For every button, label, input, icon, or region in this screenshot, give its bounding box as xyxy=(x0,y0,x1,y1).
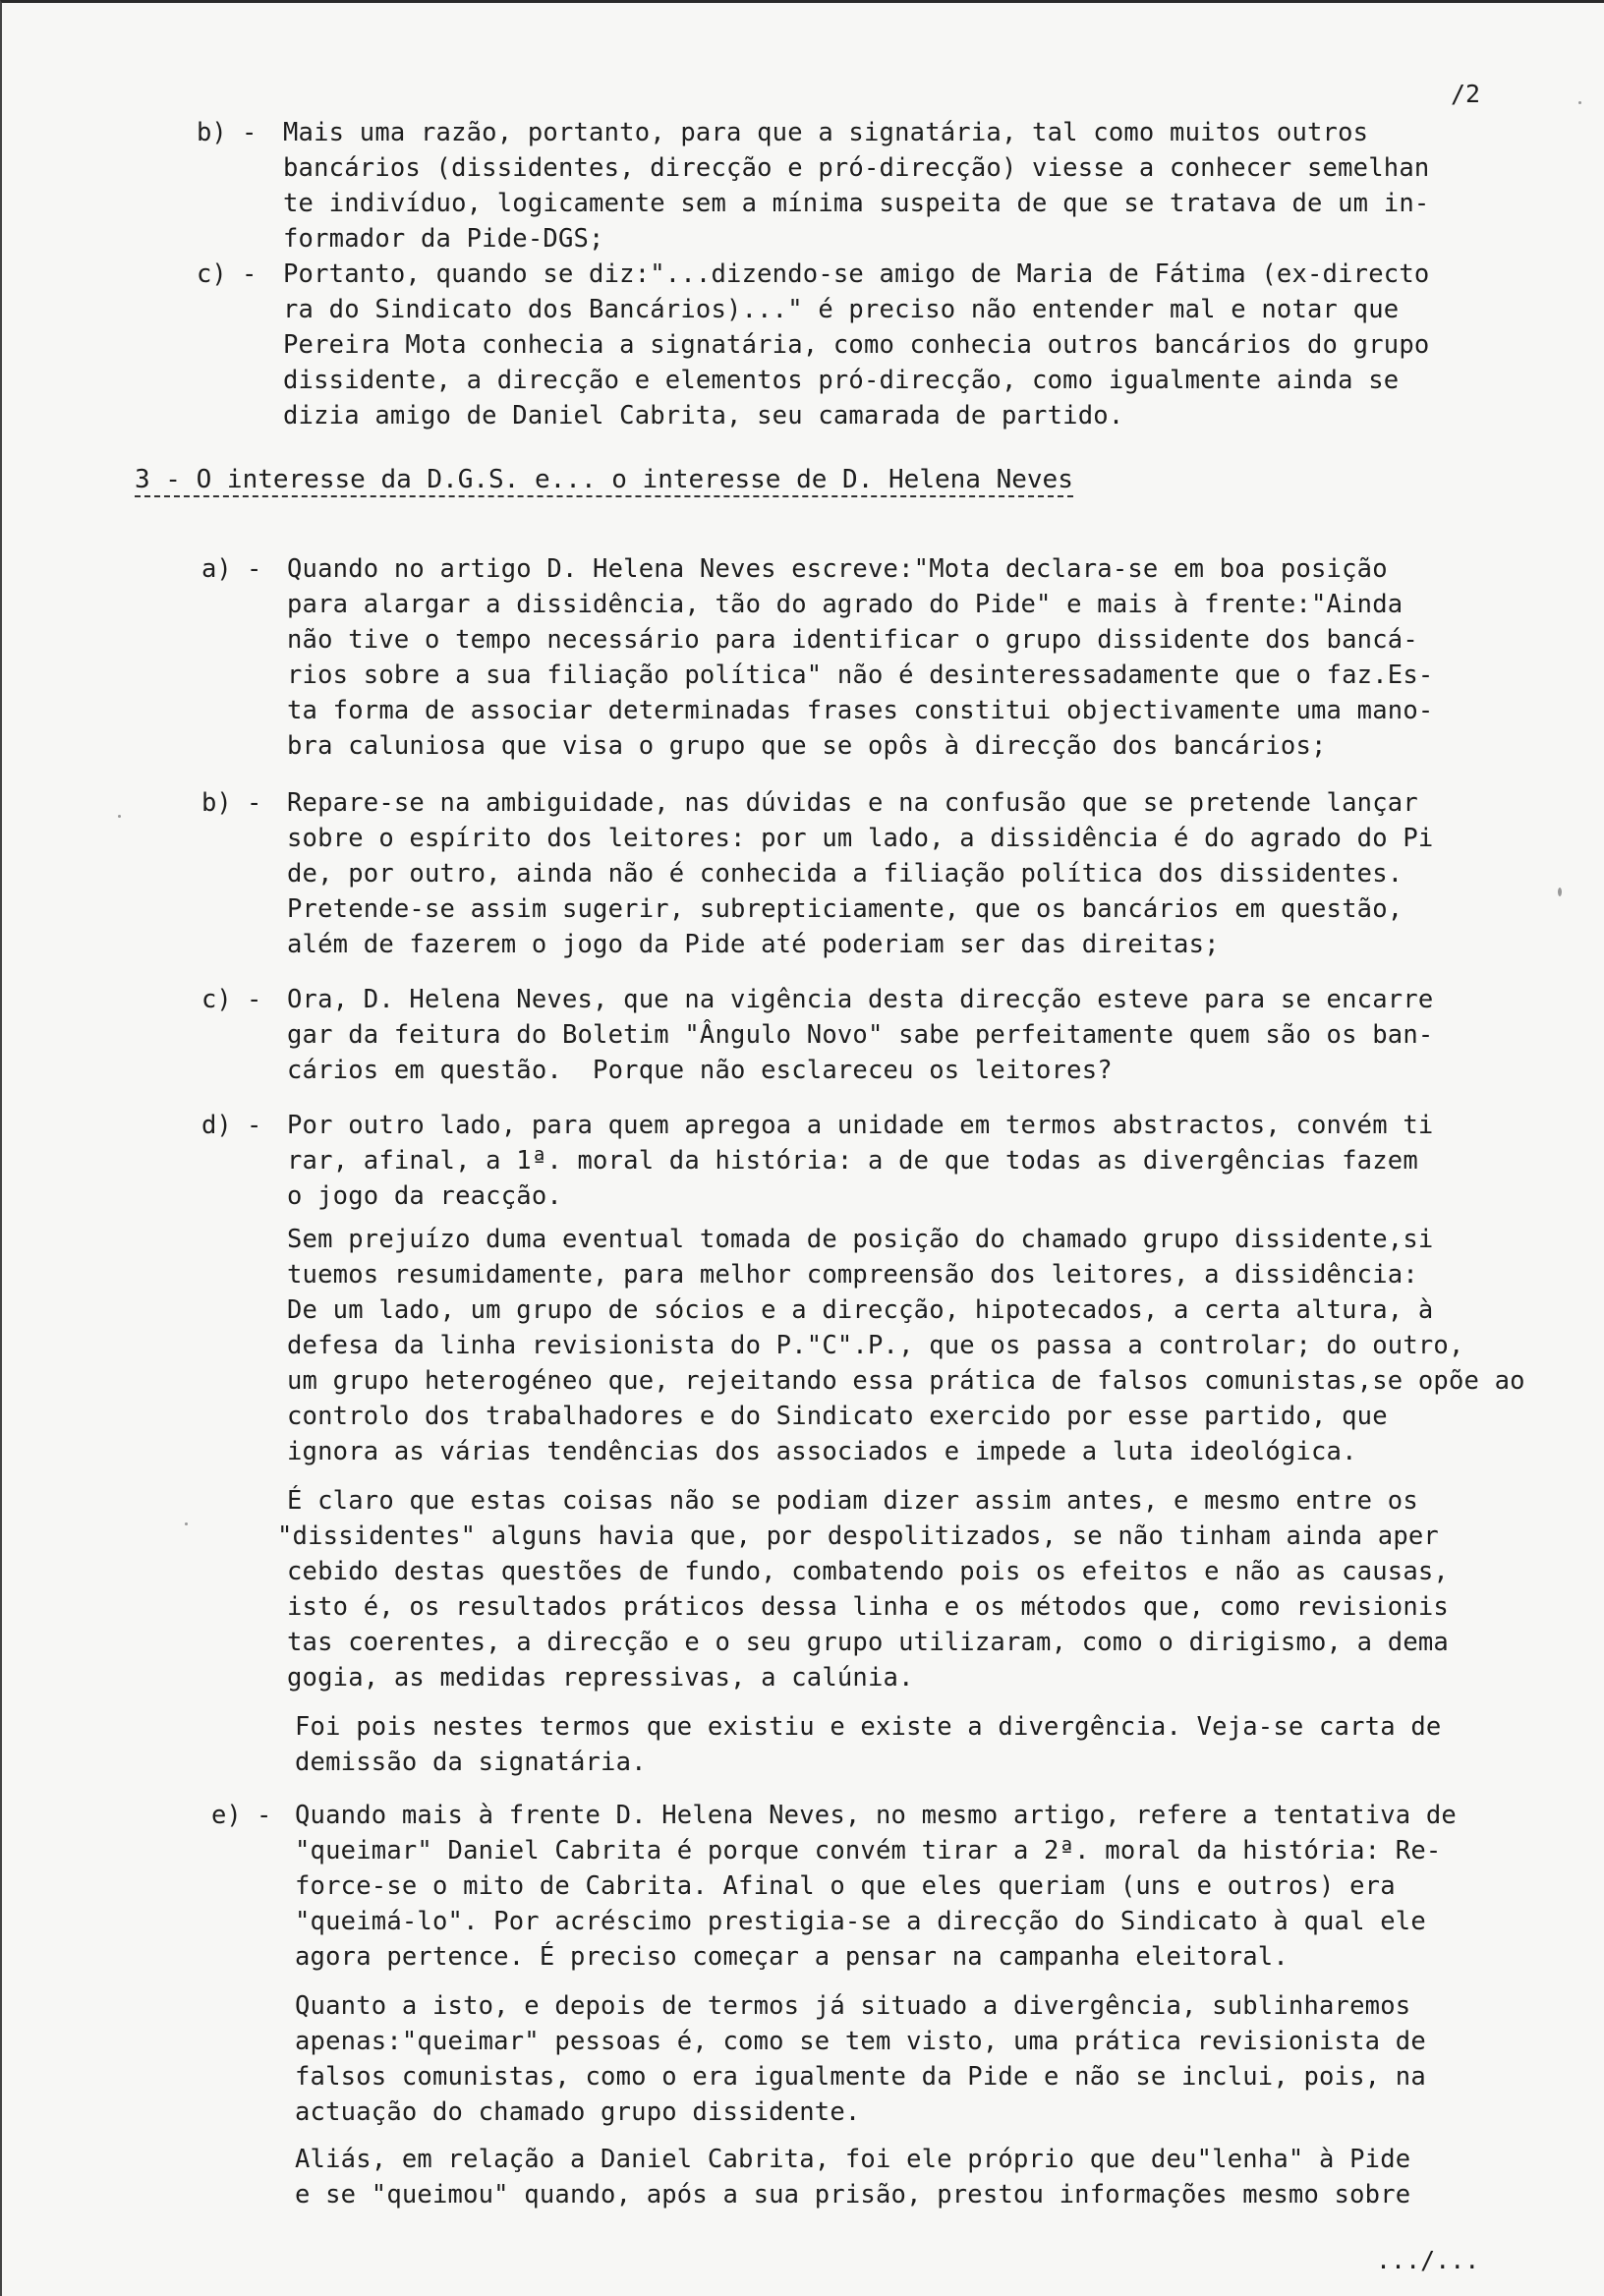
text-line: Repare-se na ambiguidade, nas dúvidas e na confusão que se pretende lançar xyxy=(287,788,1418,818)
text-line: além de fazerem o jogo da Pide até poderiam ser das direitas; xyxy=(287,930,1220,959)
scan-speck xyxy=(1558,888,1562,896)
text-line: tuemos resumidamente, para melhor compreensão dos leitores, a dissidência: xyxy=(287,1260,1418,1290)
text-line: formador da Pide-DGS; xyxy=(283,224,604,254)
text-line: bancários (dissidentes, direcção e pró-direcção) viesse a conhecer semelhan xyxy=(283,153,1430,183)
text-line: "queimar" Daniel Cabrita é porque convém tirar a 2ª. moral da história: Re- xyxy=(295,1836,1442,1866)
text-line: Quando no artigo D. Helena Neves escreve:"Mota declara-se em boa posição xyxy=(287,554,1388,584)
text-line: Pereira Mota conhecia a signatária, como conhecia outros bancários do grupo xyxy=(283,330,1430,360)
text-line: Quanto a isto, e depois de termos já situado a divergência, sublinharemos xyxy=(295,1991,1411,2021)
page-number: /2 xyxy=(1451,80,1481,108)
text-line: e se "queimou" quando, após a sua prisão, prestou informações mesmo sobre xyxy=(295,2180,1411,2210)
text-line: o jogo da reacção. xyxy=(287,1181,562,1211)
text-line: não tive o tempo necessário para identificar o grupo dissidente dos bancá- xyxy=(287,625,1418,655)
text-line: "queimá-lo". Por acréscimo prestigia-se a direcção do Sindicato à qual ele xyxy=(295,1907,1426,1936)
text-line: agora pertence. É preciso começar a pensar na campanha eleitoral. xyxy=(295,1942,1289,1972)
continuation-mark: .../... xyxy=(1376,2246,1480,2274)
item-label-c-top: c) - xyxy=(197,259,258,289)
text-line: cários em questão. Porque não esclareceu os leitores? xyxy=(287,1056,1113,1085)
text-line: Pretende-se assim sugerir, subrepticiamente, que os bancários em questão, xyxy=(287,894,1404,924)
item-label-a: a) - xyxy=(201,554,262,584)
text-line: gar da feitura do Boletim "Ângulo Novo" sabe perfeitamente quem são os ban- xyxy=(287,1020,1434,1050)
section-heading: 3 - O interesse da D.G.S. e... o interesse de D. Helena Neves xyxy=(135,465,1073,497)
text-line: Sem prejuízo duma eventual tomada de posição do chamado grupo dissidente,si xyxy=(287,1225,1434,1254)
text-line: De um lado, um grupo de sócios e a direcção, hipotecados, a certa altura, à xyxy=(287,1295,1434,1325)
item-label-e: e) - xyxy=(211,1801,272,1830)
item-label-c: c) - xyxy=(201,985,262,1014)
text-line: ignora as várias tendências dos associados e impede a luta ideológica. xyxy=(287,1437,1357,1466)
item-label-b-top: b) - xyxy=(197,118,258,147)
text-line: dizia amigo de Daniel Cabrita, seu camarada de partido. xyxy=(283,401,1124,430)
text-line: Por outro lado, para quem apregoa a unidade em termos abstractos, convém ti xyxy=(287,1111,1434,1140)
scan-speck xyxy=(118,815,121,818)
text-line: defesa da linha revisionista do P."C".P., que os passa a controlar; do outro, xyxy=(287,1331,1464,1360)
text-line: Mais uma razão, portanto, para que a signatária, tal como muitos outros xyxy=(283,118,1369,147)
text-line: apenas:"queimar" pessoas é, como se tem visto, uma prática revisionista de xyxy=(295,2027,1426,2056)
text-line: de, por outro, ainda não é conhecida a filiação política dos dissidentes. xyxy=(287,859,1404,889)
text-line: isto é, os resultados práticos dessa linha e os métodos que, como revisionis xyxy=(287,1592,1449,1622)
text-line: actuação do chamado grupo dissidente. xyxy=(295,2097,861,2127)
text-line: controlo dos trabalhadores e do Sindicato exercido por esse partido, que xyxy=(287,1402,1388,1431)
text-line: "dissidentes" alguns havia que, por despolitizados, se não tinham ainda aper xyxy=(277,1521,1439,1551)
text-line: te indivíduo, logicamente sem a mínima suspeita de que se tratava de um in- xyxy=(283,189,1430,218)
text-line: force-se o mito de Cabrita. Afinal o que eles queriam (uns e outros) era xyxy=(295,1871,1396,1901)
item-label-b: b) - xyxy=(201,788,262,818)
text-line: um grupo heterogéneo que, rejeitando essa prática de falsos comunistas,se opõe ao xyxy=(287,1366,1525,1396)
text-line: rar, afinal, a 1ª. moral da história: a de que todas as divergências fazem xyxy=(287,1146,1418,1176)
text-line: cebido destas questões de fundo, combatendo pois os efeitos e não as causas, xyxy=(287,1557,1449,1586)
text-line: demissão da signatária. xyxy=(295,1748,647,1777)
text-line: para alargar a dissidência, tão do agrado do Pide" e mais à frente:"Ainda xyxy=(287,590,1404,619)
text-line: Foi pois nestes termos que existiu e existe a divergência. Veja-se carta de xyxy=(295,1712,1442,1742)
item-label-d: d) - xyxy=(201,1111,262,1140)
text-line: tas coerentes, a direcção e o seu grupo utilizaram, como o dirigismo, a dema xyxy=(287,1628,1449,1657)
scan-speck xyxy=(1578,101,1581,104)
text-line: ra do Sindicato dos Bancários)..." é preciso não entender mal e notar que xyxy=(283,295,1400,324)
text-line: falsos comunistas, como o era igualmente da Pide e não se inclui, pois, na xyxy=(295,2062,1426,2092)
text-line: dissidente, a direcção e elementos pró-direcção, como igualmente ainda se xyxy=(283,366,1400,395)
text-line: É claro que estas coisas não se podiam dizer assim antes, e mesmo entre os xyxy=(287,1486,1418,1516)
text-line: Quando mais à frente D. Helena Neves, no mesmo artigo, refere a tentativa de xyxy=(295,1801,1457,1830)
scan-speck xyxy=(185,1522,188,1525)
text-line: gogia, as medidas repressivas, a calúnia. xyxy=(287,1663,914,1693)
text-line: ta forma de associar determinadas frases constitui objectivamente uma mano- xyxy=(287,696,1434,725)
text-line: Portanto, quando se diz:"...dizendo-se amigo de Maria de Fátima (ex-directo xyxy=(283,259,1430,289)
text-line: sobre o espírito dos leitores: por um lado, a dissidência é do agrado do Pi xyxy=(287,824,1434,853)
text-line: Aliás, em relação a Daniel Cabrita, foi ele próprio que deu"lenha" à Pide xyxy=(295,2145,1411,2174)
text-line: Ora, D. Helena Neves, que na vigência desta direcção esteve para se encarre xyxy=(287,985,1434,1014)
text-line: bra caluniosa que visa o grupo que se opôs à direcção dos bancários; xyxy=(287,731,1327,761)
text-line: rios sobre a sua filiação política" não é desinteressadamente que o faz.Es- xyxy=(287,660,1434,690)
